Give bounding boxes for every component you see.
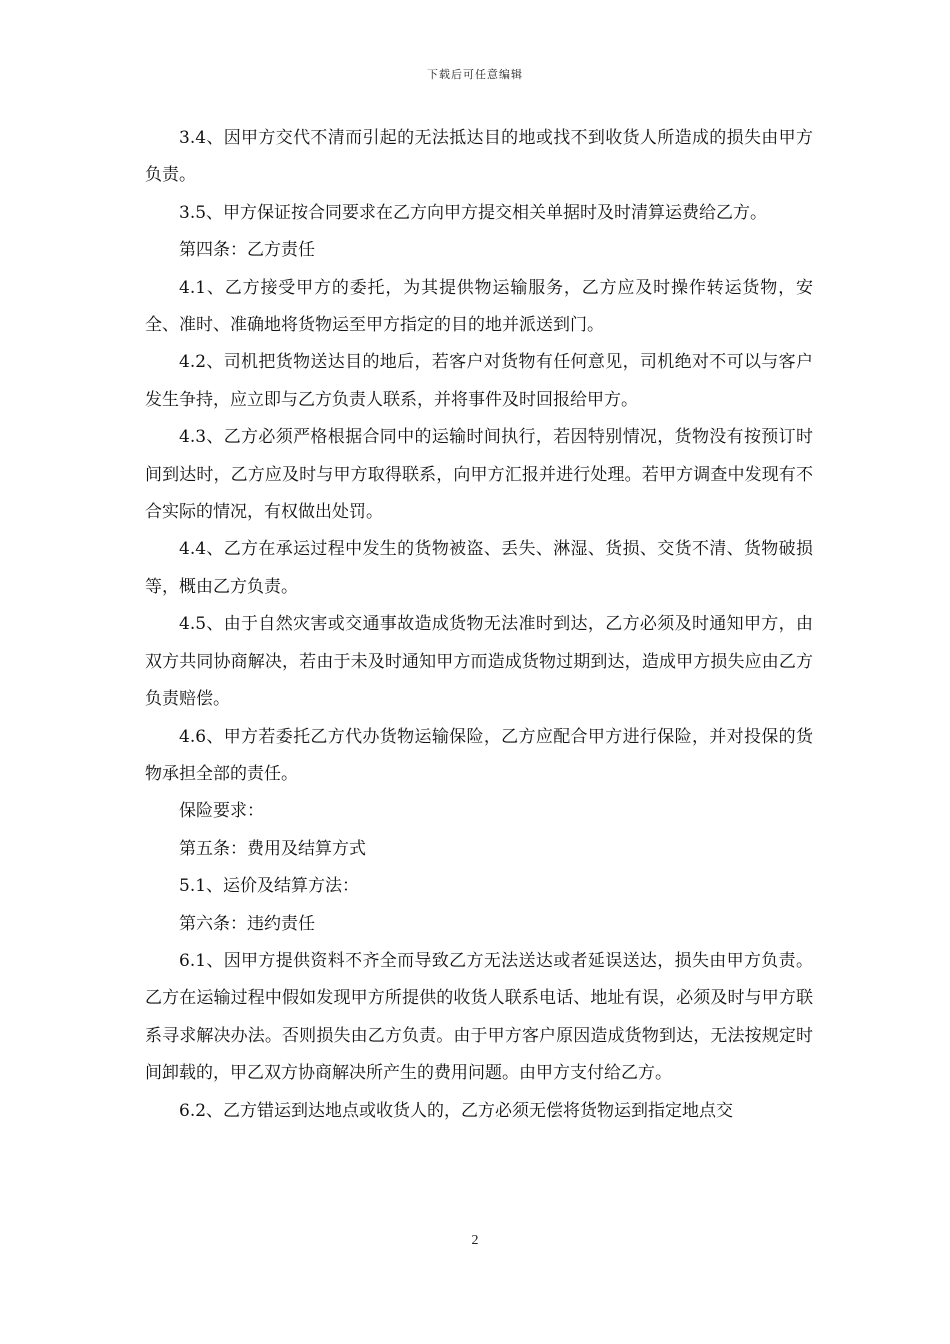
paragraph: 3.4、因甲方交代不清而引起的无法抵达目的地或找不到收货人所造成的损失由甲方负责。 xyxy=(145,128,813,186)
paragraph: 4.5、由于自然灾害或交通事故造成货物无法准时到达，乙方必须及时通知甲方，由双方共同协商解决，若由于未及时通知甲方而造成货物过期到达，造成甲方损失应由乙方负责赔偿。 xyxy=(145,614,813,710)
paragraph: 6.1、因甲方提供资料不齐全而导致乙方无法送达或者延误送达，损失由甲方负责。乙方在运输过程中假如发现甲方所提供的收货人联系电话、地址有误，必须及时与甲方联系寻求解决办法。否则损失由乙方负责。由于甲方客户原因造成货物到达，无法按规定时间卸载的，甲乙双方协商解决所产生的费用问题。由甲方支付给乙方。 xyxy=(145,950,813,1084)
paragraph: 5.1、运价及结算方法： xyxy=(179,876,360,897)
page-header: 下载后可任意编辑 xyxy=(427,68,523,81)
page-number: 2 xyxy=(471,1233,479,1248)
paragraph: 4.4、乙方在承运过程中发生的货物被盗、丢失、淋湿、货损、交货不清、货物破损等，概由乙方负责。 xyxy=(145,539,813,597)
paragraph: 4.3、乙方必须严格根据合同中的运输时间执行，若因特别情况，货物没有按预订时间到达时，乙方应及时与甲方取得联系，向甲方汇报并进行处理。若甲方调查中发现有不合实际的情况，有权做出处罚。 xyxy=(145,427,813,523)
paragraph: 3.5、甲方保证按合同要求在乙方向甲方提交相关单据时及时清算运费给乙方。 xyxy=(179,202,768,223)
paragraph: 保险要求： xyxy=(179,801,264,822)
document-body xyxy=(145,120,813,1130)
paragraph: 6.2、乙方错运到达地点或收货人的，乙方必须无偿将货物运到指定地点交 xyxy=(179,1100,734,1121)
paragraph: 4.6、甲方若委托乙方代办货物运输保险，乙方应配合甲方进行保险，并对投保的货物承担全部的责任。 xyxy=(145,726,813,784)
section-heading: 第五条：费用及结算方式 xyxy=(179,838,366,859)
paragraph: 4.2、司机把货物送达目的地后，若客户对货物有任何意见，司机绝对不可以与客户发生争持，应立即与乙方负责人联系，并将事件及时回报给甲方。 xyxy=(145,352,813,410)
section-heading: 第四条：乙方责任 xyxy=(179,240,315,261)
paragraph: 4.1、乙方接受甲方的委托，为其提供物运输服务，乙方应及时操作转运货物，安全、准时、准确地将货物运至甲方指定的目的地并派送到门。 xyxy=(145,277,813,336)
section-heading: 第六条：违约责任 xyxy=(179,913,315,934)
